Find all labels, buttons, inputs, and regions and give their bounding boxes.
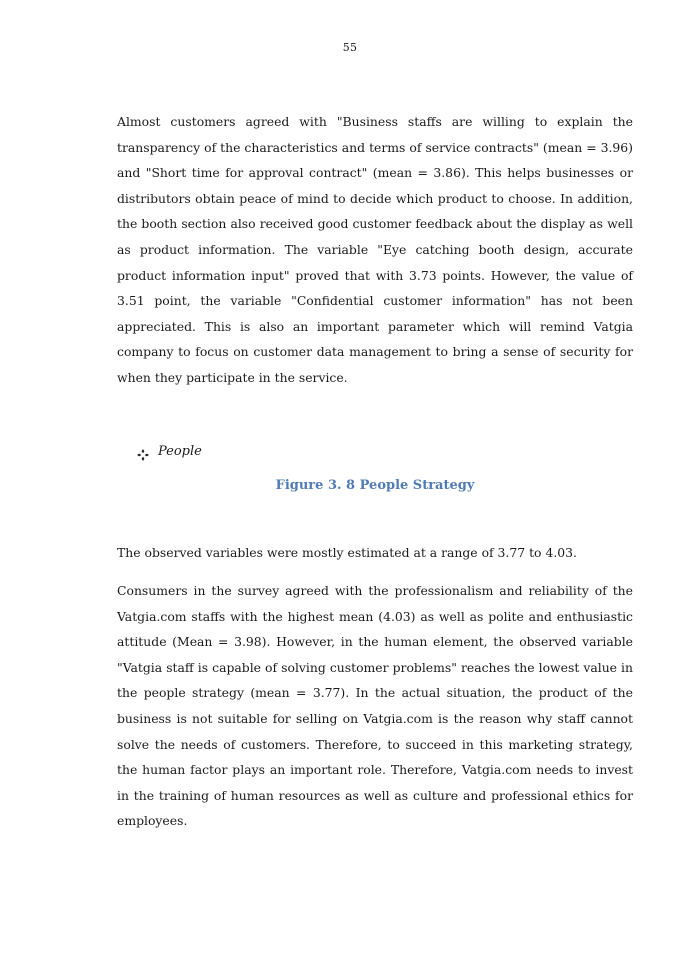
paragraph-observed-range: The observed variables were mostly estimated at a range of 3.77 to 4.03.: [117, 545, 577, 560]
section-heading-label: People: [158, 444, 202, 459]
page-number: 55: [342, 41, 358, 54]
paragraph-process-evaluation: Almost customers agreed with "Business staffs are willing to explain the transparency of the characteristics and terms of service contracts" (mean = 3.96) and "Short time for approval contract" (mean = 3.86). This helps businesses or distributors obtain peace of mind to decide which product to choose. In addition, the booth section also received good customer feedback about the display as well as product information. The variable "Eye catching booth design, accurate product information input" proved that with 3.73 points. However, the value of 3.51 point, the variable "Confidential customer information" has not been appreciated. This is also an important parameter which will remind Vatgia company to focus on customer data management to bring a sense of security for when they participate in the service.: [117, 114, 633, 385]
section-heading-people: [137, 440, 202, 464]
paragraph-people-strategy: Consumers in the survey agreed with the professionalism and reliability of the Vatgia.com staffs with the highest mean (4.03) as well as polite and enthusiastic attitude (Mean = 3.98). However, in the human element, the observed variable "Vatgia staff is capable of solving customer problems" reaches the lowest value in the people strategy (mean = 3.77). In the actual situation, the product of the business is not suitable for selling on Vatgia.com is the reason why staff cannot solve the needs of customers. Therefore, to succeed in this marketing strategy, the human factor plays an important role. Therefore, Vatgia.com needs to invest in the training of human resources as well as culture and professional ethics for employees.: [117, 583, 633, 829]
figure-caption: Figure 3. 8 People Strategy: [275, 478, 475, 493]
four-diamond-bullet-icon: [137, 446, 149, 458]
